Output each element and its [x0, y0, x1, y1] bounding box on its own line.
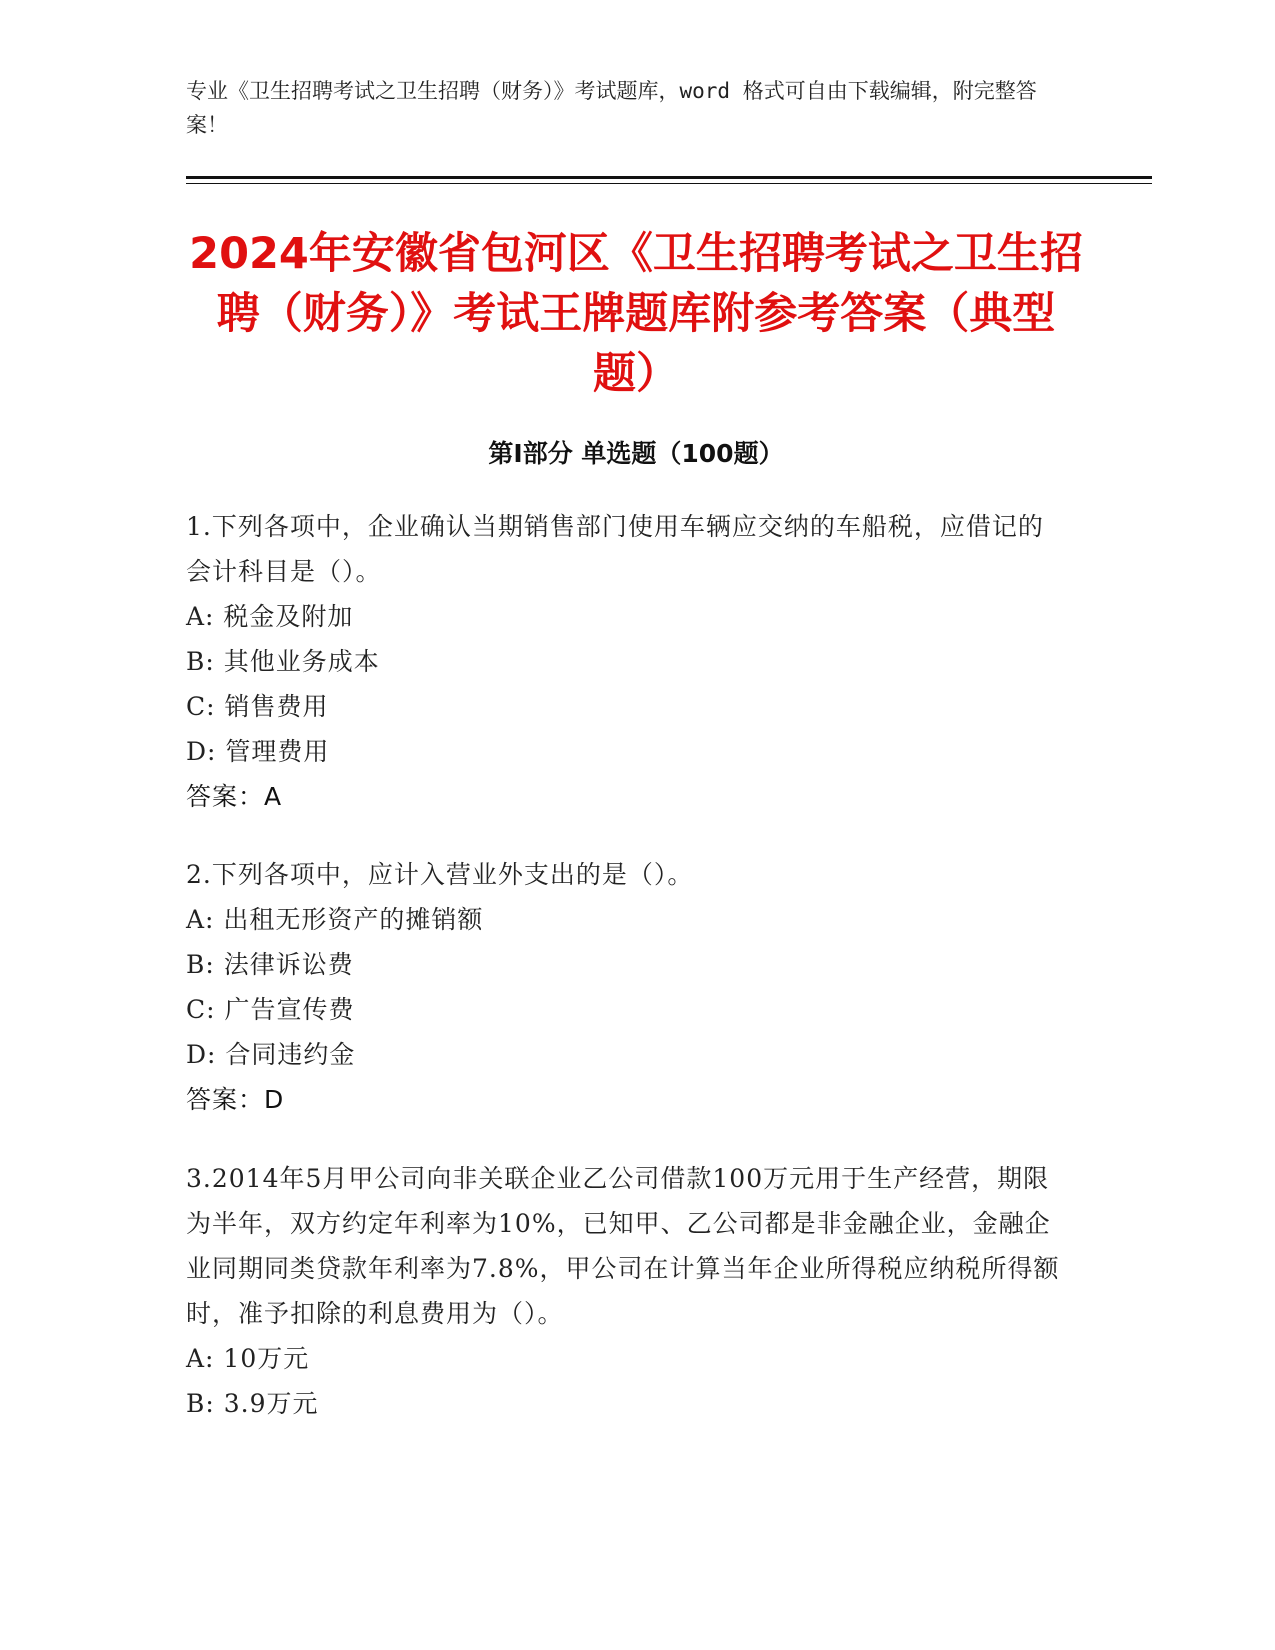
question-2: [186, 852, 1066, 1122]
option-c: C: 销售费用: [186, 692, 329, 721]
option-d: D: 合同违约金: [186, 1040, 356, 1069]
header-divider-thin: [186, 183, 1152, 184]
question-stem: 2.下列各项中，应计入营业外支出的是（）。: [186, 860, 694, 889]
question-1: [186, 504, 1066, 819]
document-title: 2024年安徽省包河区《卫生招聘考试之卫生招聘（财务）》考试王牌题库附参考答案（典型题）: [189, 229, 1083, 399]
option-d: D: 管理费用: [186, 737, 330, 766]
option-b: B: 法律诉讼费: [186, 950, 354, 979]
option-c: C: 广告宣传费: [186, 995, 355, 1024]
question-stem: 3.2014年5月甲公司向非关联企业乙公司借款100万元用于生产经营，期限为半年，双方约定年利率为10%，已知甲、乙公司都是非金融企业，金融企业同期同类贷款年利率为7.8%，甲公司在计算当年企业所得税应纳税所得额时，准予扣除的利息费用为（）。: [186, 1164, 1060, 1328]
option-b: B: 其他业务成本: [186, 647, 380, 676]
question-3: [186, 1156, 1066, 1426]
option-a: A: 税金及附加: [186, 602, 354, 631]
section-title: 第Ⅰ部分 单选题（100题）: [488, 439, 784, 468]
header-divider-thick: [186, 176, 1152, 179]
header-note: 专业《卫生招聘考试之卫生招聘（财务）》考试题库，word 格式可自由下载编辑，附完整答案！: [186, 79, 1037, 137]
question-stem: 1.下列各项中，企业确认当期销售部门使用车辆应交纳的车船税，应借记的会计科目是（）。: [186, 512, 1044, 586]
option-b: B: 3.9万元: [186, 1389, 319, 1418]
option-a: A: 出租无形资产的摊销额: [186, 905, 484, 934]
answer: 答案：D: [186, 1085, 285, 1114]
answer: 答案：A: [186, 782, 283, 811]
option-a: A: 10万元: [186, 1344, 310, 1373]
